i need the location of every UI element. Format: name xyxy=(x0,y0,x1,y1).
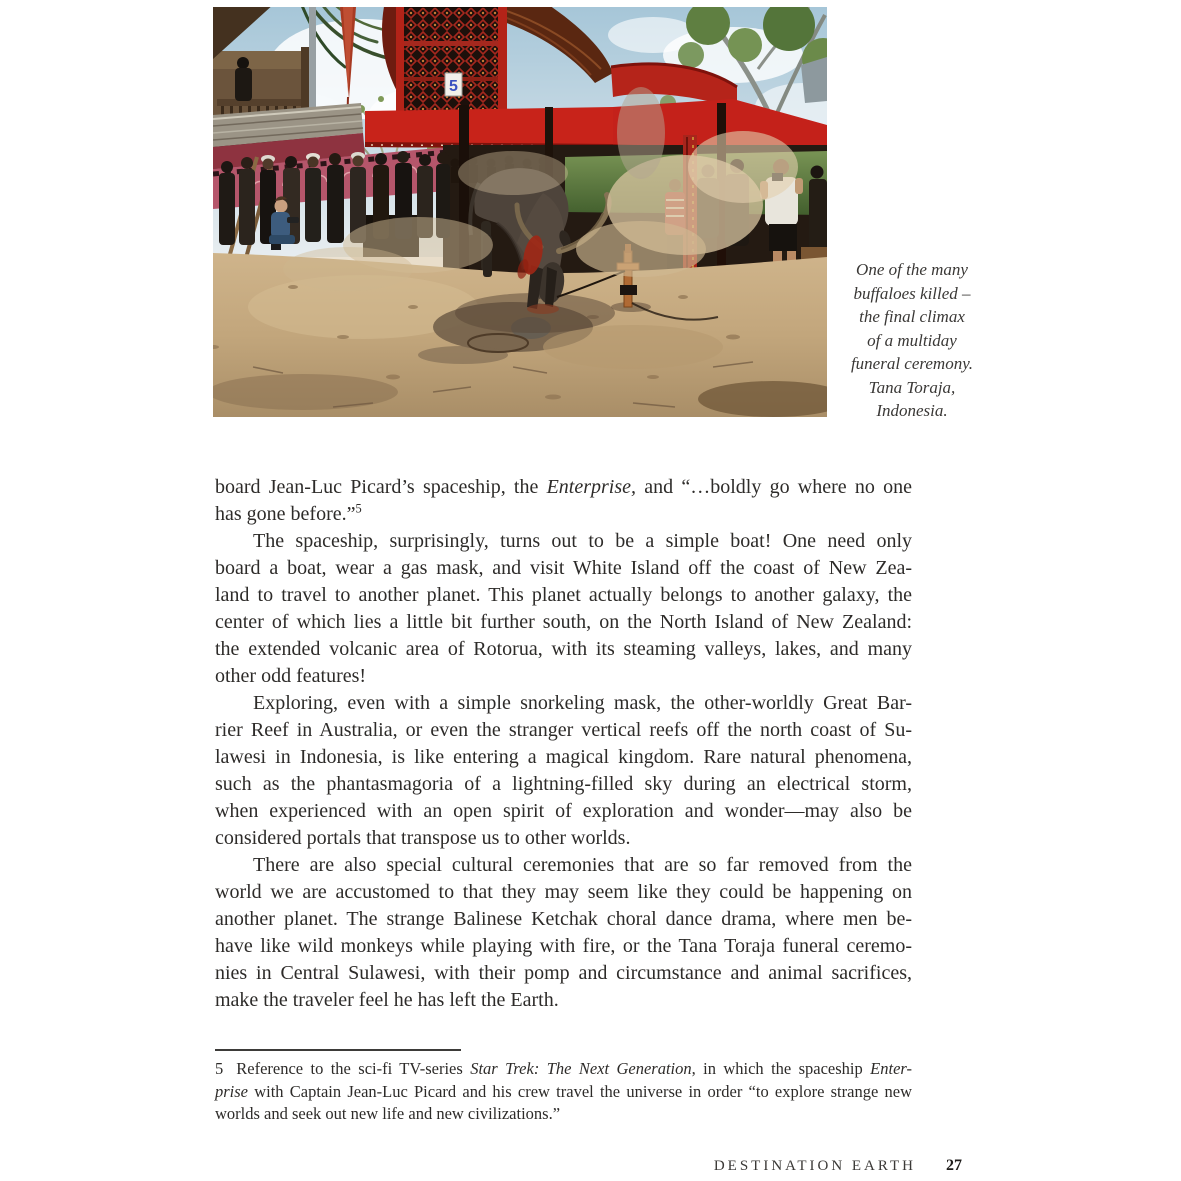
text-line: have like wild monkeys while playing with fire, or the Tana Toraja funeral ceremo- xyxy=(215,935,912,957)
caption-line: the final climax xyxy=(859,307,965,326)
text-line: worlds and seek out new life and new civilizations.” xyxy=(215,1104,561,1123)
text-line: nies in Central Sulawesi, with their pomp and circumstance and animal sacrifices, xyxy=(215,962,912,984)
text-line: make the traveler feel he has left the Earth. xyxy=(215,989,559,1011)
text-line: center of which lies a little bit further south, on the North Island of New Zealand: xyxy=(215,611,912,633)
caption-line: funeral ceremony. xyxy=(850,354,974,373)
text-line: 5 Reference to the sci-fi TV-series Star Trek: The Next Generation, in which the spaceship Enter- xyxy=(215,1059,912,1078)
text-line: another planet. The strange Balinese Ketchak choral dance drama, where men be- xyxy=(215,908,912,930)
text-line: There are also special cultural ceremonies that are so far removed from the xyxy=(253,854,912,876)
text-line: the extended volcanic area of Rotorua, with its steaming valleys, lakes, and many xyxy=(215,638,912,660)
page-number: 27 xyxy=(946,1157,962,1174)
person-silhouette xyxy=(237,57,249,69)
caption-line: Tana Toraja, xyxy=(868,377,956,397)
text-line: when experienced with an open spirit of exploration and wonder—may also be xyxy=(215,800,912,822)
caption-line: Indonesia. xyxy=(876,401,948,420)
body-text xyxy=(215,474,912,1014)
ceremony-photo xyxy=(213,7,827,417)
caption-line: One of the many xyxy=(856,260,968,279)
text-line: other odd features! xyxy=(215,665,367,687)
ceremony-photo-svg xyxy=(213,7,827,417)
caption-line: of a multiday xyxy=(867,330,957,350)
text-line: The spaceship, surprisingly, turns out to be a simple boat! One need only xyxy=(253,530,912,552)
text-line: world we are accustomed to that they may seem like they could be happening on xyxy=(215,881,912,903)
photo-caption xyxy=(834,258,990,423)
paragraph xyxy=(215,690,912,852)
text-line: such as the phantasmagoria of a lightning-filled sky during an electrical storm, xyxy=(215,773,912,795)
text-line: lawesi in Indonesia, is like entering a magical kingdom. Rare natural phenomena, xyxy=(215,746,912,768)
caption-line: buffaloes killed – xyxy=(853,283,971,303)
footnote-rule xyxy=(215,1049,461,1051)
paragraph xyxy=(215,528,912,690)
paragraph xyxy=(215,474,912,528)
text-line: has gone before.”$^5$ xyxy=(215,501,362,525)
text-line: considered portals that transpose us to other worlds. xyxy=(215,827,631,849)
text-line: board a boat, wear a gas mask, and visit White Island off the coast of New Zea- xyxy=(215,557,912,579)
text-line: board Jean-Luc Picard’s spaceship, the Enterprise, and “…boldly go where no one xyxy=(215,476,912,498)
footnote xyxy=(215,1058,912,1126)
text-line: prise with Captain Jean-Luc Picard and his crew travel the universe in order “to explore strange new xyxy=(215,1081,912,1101)
page-footer xyxy=(215,1157,962,1175)
text-line: land to travel to another planet. This planet actually belongs to another galaxy, the xyxy=(215,584,912,606)
text-line: rier Reef in Australia, or even the stranger vertical reefs off the north coast of Su- xyxy=(215,719,912,741)
text-line: Exploring, even with a simple snorkeling mask, the other-worldly Great Bar- xyxy=(253,692,912,714)
running-head: DESTINATION EARTH xyxy=(713,1158,916,1174)
sign-number-text: 5 xyxy=(449,78,458,95)
paragraph xyxy=(215,852,912,1014)
